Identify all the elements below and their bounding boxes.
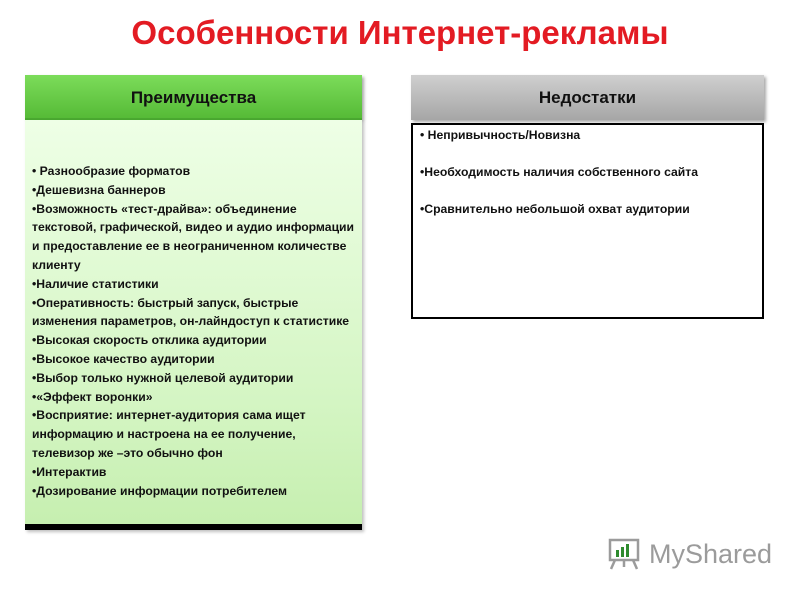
list-item: • Дозирование информации потребителем [32,482,358,501]
list-item: • Возможность «тест-драйва»: объединение текстовой, графической, видео и аудио информации и предоставление ее в неограниченном количестве клиенту [32,200,358,275]
presentation-board-icon [607,537,643,571]
advantages-list [32,162,358,500]
list-item: • Высокая скорость отклика аудитории [32,331,358,350]
list-item: • Дешевизна баннеров [32,181,358,200]
list-item: • Высокое качество аудитории [32,350,358,369]
disadvantages-panel [411,75,764,321]
logo-text: MyShared [649,538,773,569]
list-item: • Непривычность/Новизна [420,126,760,163]
list-item: • Разнообразие форматов [32,162,358,181]
list-item: • Наличие статистики [32,275,358,294]
myshared-logo[interactable] [607,536,772,572]
advantages-header: Преимущества [25,75,362,120]
advantages-panel [25,75,362,530]
list-item: • Оперативность: быстрый запуск, быстрые изменения параметров, он-лайндоступ к статистике [32,294,358,332]
disadvantages-header: Недостатки [411,75,764,120]
list-item: • «Эффект воронки» [32,388,358,407]
page-title: Особенности Интернет-рекламы [131,14,669,51]
list-item: • Сравнительно небольшой охват аудитории [420,200,760,237]
list-item: • Восприятие: интернет-аудитория сама ищет информацию и настроена на ее получение, телевизор же –это обычно фон [32,406,358,462]
list-item: • Выбор только нужной целевой аудитории [32,369,358,388]
list-item: • Интерактив [32,463,358,482]
disadvantages-list [420,126,760,237]
list-item: • Необходимость наличия собственного сайта [420,163,760,200]
advantages-body [25,120,362,530]
